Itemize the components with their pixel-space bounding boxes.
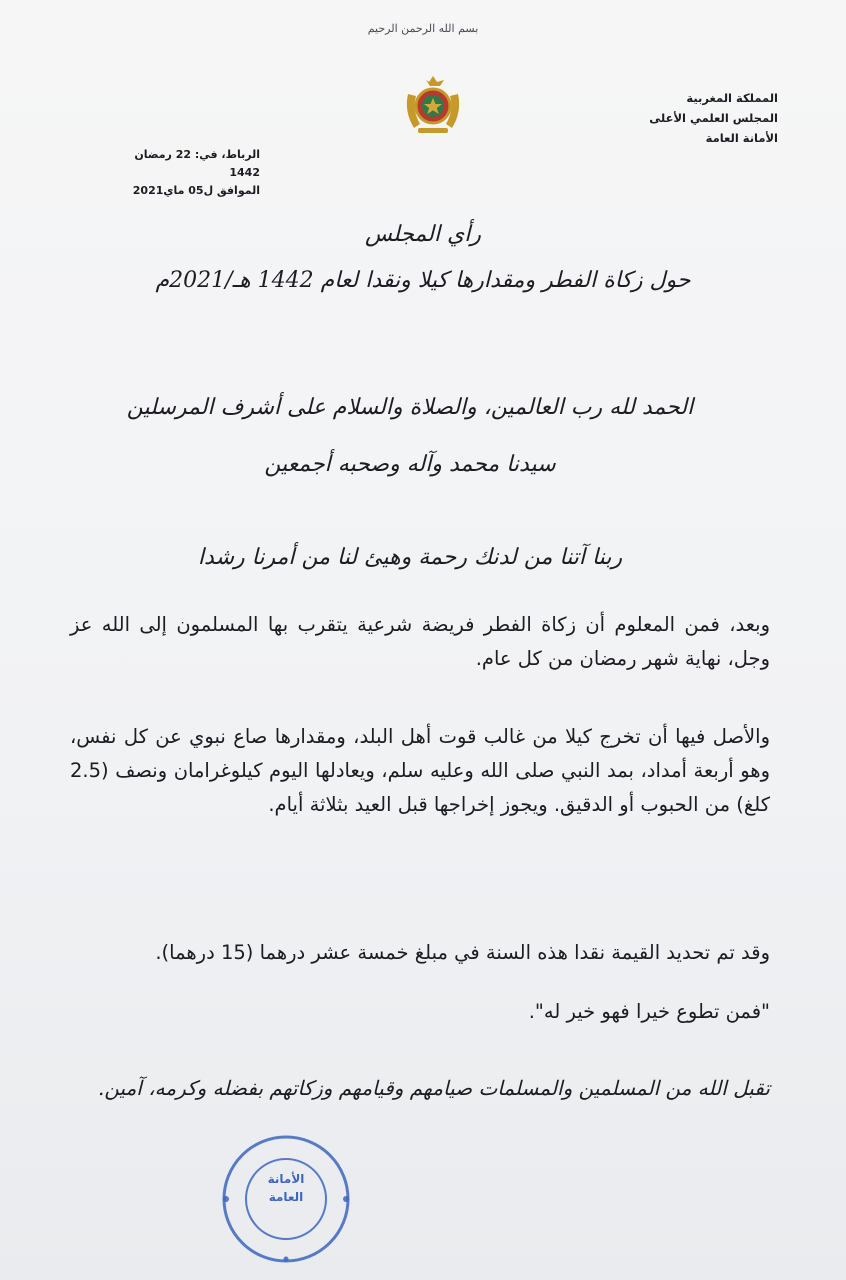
opening-line-2: سيدنا محمد وآله وصحبه أجمعين: [264, 452, 556, 477]
institution-line-2: المجلس العلمي الأعلى: [649, 111, 778, 125]
closing-prayer: تقبل الله من المسلمين والمسلمات صيامهم وقيامهم وزكاتهم بفضله وكرمه، آمين.: [97, 1076, 770, 1100]
coat-of-arms-icon: [400, 74, 466, 136]
stamp-center-line-1: الأمانة: [267, 1172, 305, 1186]
paragraph-3: وقد تم تحديد القيمة نقدا هذه السنة في مبلغ خمسة عشر درهما (15 درهما).: [155, 941, 770, 964]
date-line-2: الموافق ل05 ماي2021: [132, 184, 260, 197]
stamp-center-text: [252, 1170, 320, 1206]
opening-verse: ربنا آتنا من لدنك رحمة وهيئ لنا من أمرنا رشدا: [197, 545, 623, 570]
document-subtitle: حول زكاة الفطر ومقدارها كيلا ونقدا لعام 1442 هـ/2021م: [155, 268, 691, 293]
institution-line-3: الأمانة العامة: [705, 131, 778, 145]
institution-line-1: المملكة المغربية: [686, 91, 778, 105]
date-line-1: الرباط، في: 22 رمضان 1442: [134, 148, 260, 179]
paragraph-1: وبعد، فمن المعلوم أن زكاة الفطر فريضة شرعية يتقرب بها المسلمون إلى الله عز وجل، نهاية شهر رمضان من كل عام.: [70, 613, 770, 670]
opening-line-1: الحمد لله رب العالمين، والصلاة والسلام على أشرف المرسلين: [126, 395, 694, 420]
stamp-center-line-2: العامة: [268, 1190, 304, 1204]
document-title: رأي المجلس: [364, 222, 481, 247]
paragraph-4: "فمن تطوع خيرا فهو خير له".: [528, 1000, 770, 1023]
paragraph-2: والأصل فيها أن تخرج كيلا من غالب قوت أهل البلد، ومقدارها صاع نبوي عن كل نفس، وهو أربعة أمداد، بمد النبي صلى الله وعليه سلم، ويعادلها اليوم كيلوغرامان ونصف (2.5 كلغ) من الحبوب أو الدقيق. ويجوز إخراجها قبل العيد بثلاثة أيام.: [70, 725, 770, 816]
basmala: بسم الله الرحمن الرحيم: [367, 22, 479, 35]
date-block: [100, 146, 260, 200]
institution-header: [558, 88, 778, 148]
